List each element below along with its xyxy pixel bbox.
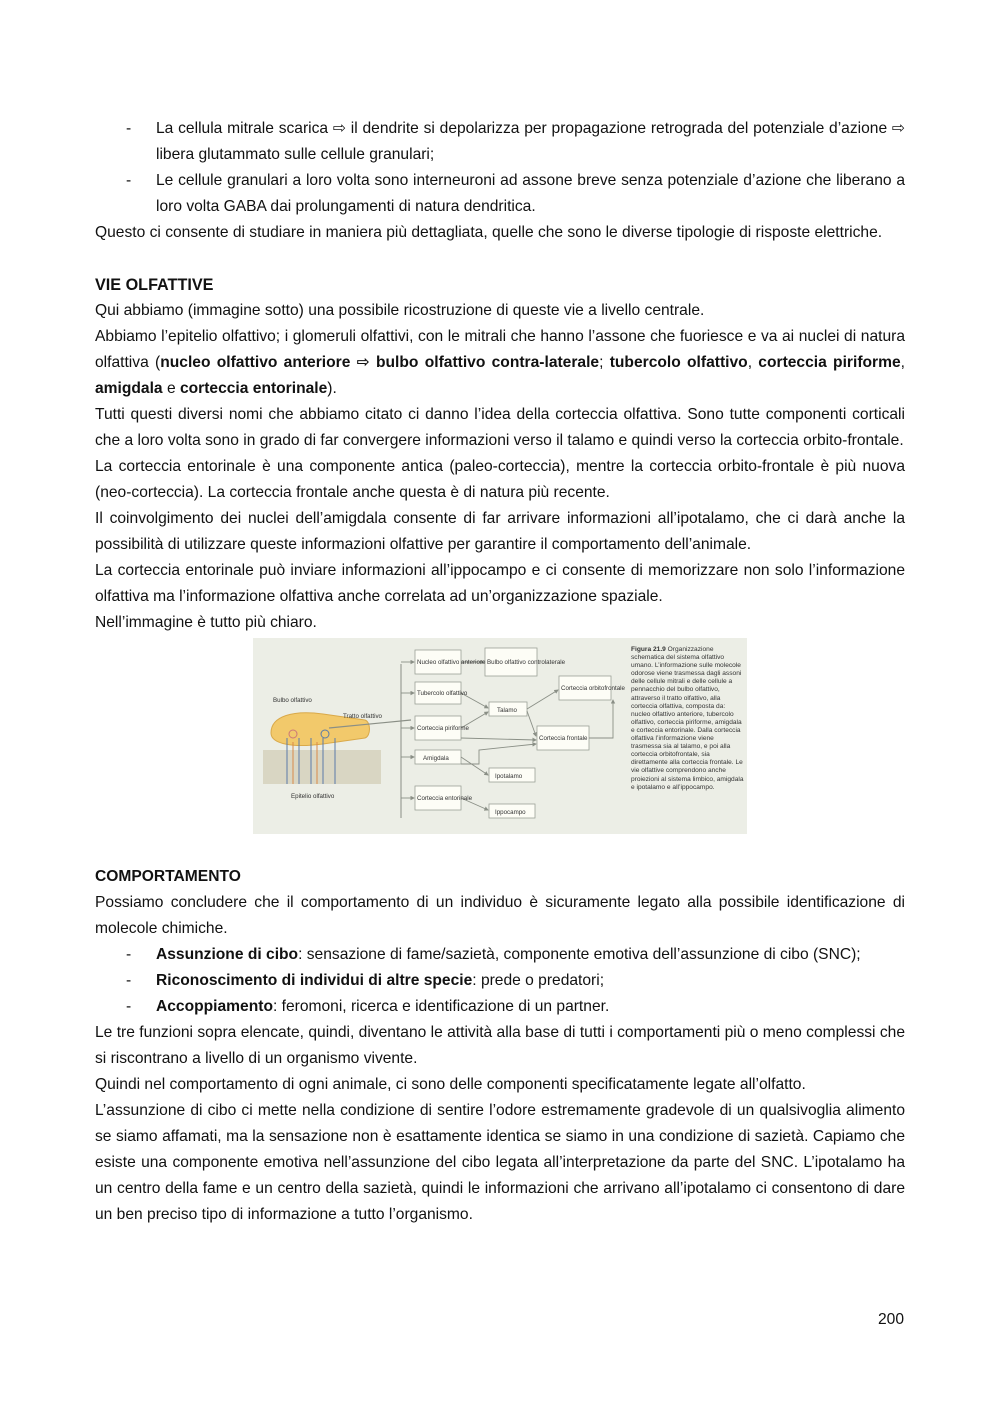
section-heading-vie-olfattive: VIE OLFATTIVE [95, 276, 214, 294]
diagram-box-label: Corteccia piriforme [417, 725, 469, 732]
page-number: 200 [877, 1311, 904, 1328]
paragraph: Possiamo concludere che il comportamento di un individuo è sicuramente legato alla possibile identificazione di molecole chimiche. [95, 894, 905, 937]
diagram-box-label: Amigdala [423, 755, 449, 762]
list-item: - Le cellule granulari a loro volta sono interneuroni ad assone breve senza potenziale d’azione che liberano a loro volta GABA dai prolungamenti di natura dendritica. [95, 168, 905, 220]
paragraph: La corteccia entorinale può inviare informazioni all’ippocampo e ci consente di memorizzare non solo l’informazione olfattiva ma l’informazione olfattiva anche correlata ad un’organizzazione spaziale. [95, 562, 905, 605]
paragraph: Il coinvolgimento dei nuclei dell’amigdala consente di far arrivare informazioni all’ipotalamo, che ci darà anche la possibilità di utilizzare queste informazioni olfattive per garantire il comportamento dell’animale. [95, 510, 905, 553]
section-heading-comportamento: COMPORTAMENTO [95, 868, 241, 885]
paragraph: Tutti questi diversi nomi che abbiamo citato ci danno l’idea della corteccia olfattiva. Sono tutte componenti corticali che a loro volta sono in grado di far convergere informazioni verso il talamo e quindi verso la corteccia orbito-frontale. [95, 406, 905, 449]
paragraph: La corteccia entorinale è una componente antica (paleo-corteccia), mentre la corteccia orbito-frontale è più nuova (neo-corteccia). La corteccia frontale anche questa è di natura più recente. [95, 458, 905, 501]
diagram-box-label: Tubercolo olfattivo [417, 690, 468, 697]
diagram-box-label: Corteccia entorinale [417, 795, 473, 802]
diagram-box-label: Nucleo olfattivo anteriore [417, 659, 486, 666]
list-item: - Riconoscimento di individui di altre specie: prede o predatori; [95, 968, 905, 994]
intro-list [95, 116, 905, 220]
page-body [95, 116, 905, 1228]
diagram-label: Epitelio olfattivo [291, 793, 335, 800]
list-item: - Assunzione di cibo: sensazione di fame/sazietà, componente emotiva dell’assunzione di cibo (SNC); [95, 942, 905, 968]
paragraph: Le tre funzioni sopra elencate, quindi, diventano le attività alla base di tutti i comportamenti più o meno complessi che si riscontrano a livello di un organismo vivente. [95, 1024, 905, 1067]
diagram-box-label: Ipotalamo [495, 773, 523, 780]
paragraph: L’assunzione di cibo ci mette nella condizione di sentire l’odore estremamente gradevole di un qualsivoglia alimento se siamo affamati, ma la sensazione non è esattamente identica se siamo in una condizione di sazietà. Capiamo che esiste una componente emotiva nell’assunzione del cibo legata all’interpretazione da parte del SNC. L’ipotalamo ha un centro della fame e un centro della sazietà, quindi le informazioni che arrivano all’ipotalamo ci consentono di dare un ben preciso tipo di informazione a tutto l’organismo. [95, 1102, 905, 1223]
list-item: - La cellula mitrale scarica ⇨ il dendrite si depolarizza per propagazione retrograda del potenziale d’azione ⇨ libera glutammato sulle cellule granulari; [95, 116, 905, 168]
diagram-box-label: Corteccia frontale [539, 735, 588, 742]
paragraph: Abbiamo l’epitelio olfattivo; i glomeruli olfattivi, con le mitrali che hanno l’assone che fuoriesce e va ai nuclei di natura olfattiva (nucleo olfattivo anteriore ⇨ bulbo olfattivo contra-laterale; tubercolo olfattivo, corteccia piriforme, amigdala e corteccia entorinale). [95, 328, 905, 397]
figure-caption: Figura 21.9 Organizzazione schematica del sistema olfattivo umano. L’informazione sulle molecole odorose viene trasmessa dagli assoni delle cellule mitrali e delle cellule a pennacchio del bulbo olfattivo, attraverso il tratto olfattivo, alla corteccia olfattiva, composta da: nucleo olfattivo anteriore, tubercolo olfattivo, corteccia piriforme, amigdala e corteccia entorinale. Dalla corteccia olfattiva l’informazione viene trasmessa sia al talamo, e poi alla corteccia orbitofrontale, sia direttamente alla corteccia frontale. Le vie olfattive comprendono anche proiezioni al sistema limbico, amigdala e ipotalamo e all’ippocampo. [631, 646, 744, 791]
diagram-box-label: Talamo [497, 707, 517, 714]
list-item: - Accoppiamento: feromoni, ricerca e identificazione di un partner. [95, 994, 905, 1020]
olfactory-pathway-figure [253, 638, 747, 834]
diagram-box-label: Ippocampo [495, 809, 526, 816]
diagram-label: Bulbo olfattivo [273, 697, 312, 704]
behaviour-list [95, 942, 905, 1020]
diagram-box-label: Corteccia orbitofrontale [561, 685, 625, 692]
paragraph: Quindi nel comportamento di ogni animale, ci sono delle componenti specificatamente legate all’olfatto. [95, 1076, 806, 1093]
paragraph: Questo ci consente di studiare in maniera più dettagliata, quelle che sono le diverse tipologie di risposte elettriche. [95, 224, 883, 241]
diagram-box-label: Bulbo olfattivo controlaterale [487, 659, 566, 666]
paragraph: Qui abbiamo (immagine sotto) una possibile ricostruzione di queste vie a livello centrale. [95, 302, 705, 319]
diagram-label: Tratto olfattivo [343, 713, 382, 720]
paragraph: Nell’immagine è tutto più chiaro. [95, 614, 317, 631]
